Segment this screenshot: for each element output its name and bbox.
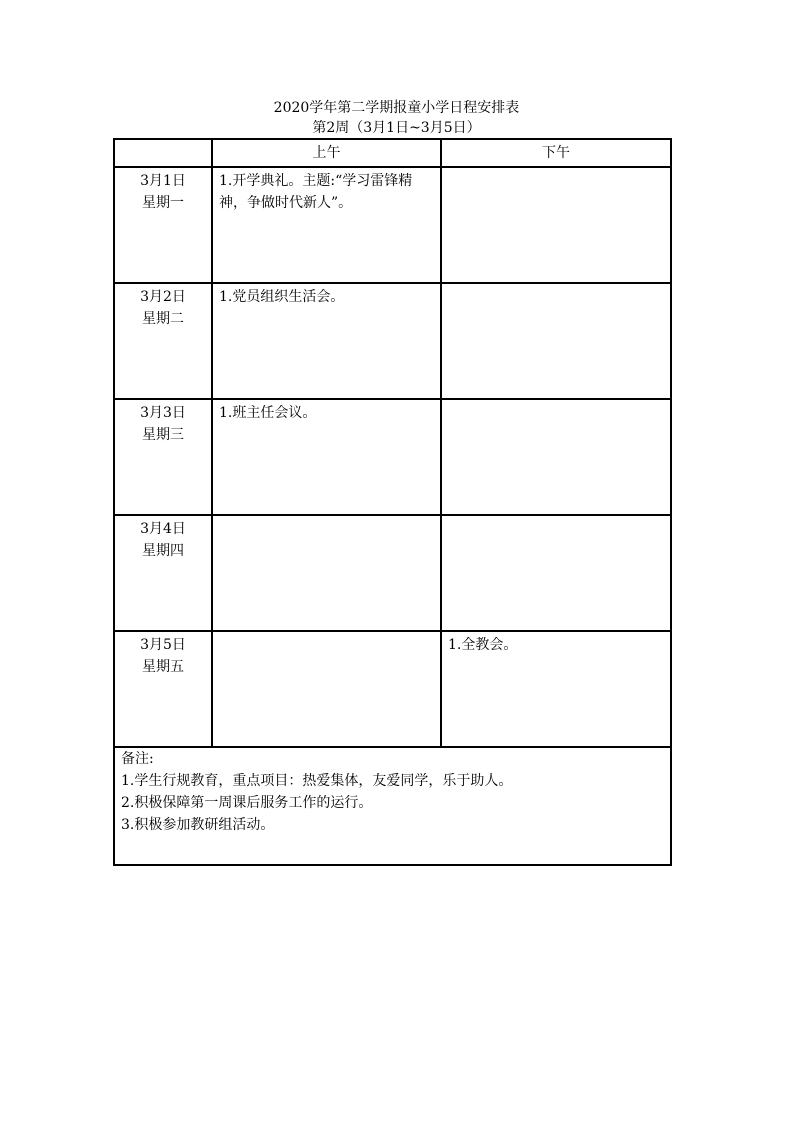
date-label: 3月1日 bbox=[140, 173, 186, 189]
morning-cell bbox=[212, 515, 441, 631]
weekday-label: 星期一 bbox=[142, 195, 184, 211]
day-cell bbox=[114, 399, 212, 515]
afternoon-cell bbox=[441, 399, 671, 515]
table-row bbox=[114, 515, 671, 631]
morning-cell: 1.开学典礼。主题:“学习雷锋精神，争做时代新人”。 bbox=[212, 167, 441, 283]
date-label: 3月5日 bbox=[140, 637, 186, 653]
day-cell bbox=[114, 631, 212, 747]
morning-cell: 1.班主任会议。 bbox=[212, 399, 441, 515]
note-item: 3.积极参加教研组活动。 bbox=[121, 817, 275, 833]
note-item: 1.学生行规教育，重点项目：热爱集体，友爱同学，乐于助人。 bbox=[121, 773, 513, 789]
day-cell bbox=[114, 515, 212, 631]
document-title: 2020学年第二学期报童小学日程安排表 bbox=[273, 100, 520, 116]
date-label: 3月4日 bbox=[140, 521, 186, 537]
date-label: 3月3日 bbox=[140, 405, 186, 421]
afternoon-cell bbox=[441, 515, 671, 631]
table-row bbox=[114, 283, 671, 399]
header-day bbox=[114, 139, 212, 167]
weekday-label: 星期四 bbox=[142, 543, 184, 559]
afternoon-cell: 1.全教会。 bbox=[441, 631, 671, 747]
note-item: 2.积极保障第一周课后服务工作的运行。 bbox=[121, 795, 373, 811]
afternoon-cell bbox=[441, 283, 671, 399]
document-subtitle: 第2周（3月1日~3月5日） bbox=[312, 120, 481, 136]
morning-cell: 1.党员组织生活会。 bbox=[212, 283, 441, 399]
header-afternoon: 下午 bbox=[441, 139, 671, 167]
header-row bbox=[114, 139, 671, 167]
weekday-label: 星期五 bbox=[142, 659, 184, 675]
morning-cell bbox=[212, 631, 441, 747]
weekday-label: 星期三 bbox=[142, 427, 184, 443]
header-morning: 上午 bbox=[212, 139, 441, 167]
table-row bbox=[114, 631, 671, 747]
date-label: 3月2日 bbox=[140, 289, 186, 305]
afternoon-cell bbox=[441, 167, 671, 283]
schedule-table bbox=[113, 138, 672, 866]
notes-row bbox=[114, 747, 671, 865]
table-row bbox=[114, 167, 671, 283]
day-cell bbox=[114, 283, 212, 399]
weekday-label: 星期二 bbox=[142, 311, 184, 327]
notes-cell bbox=[114, 747, 671, 865]
notes-label: 备注: bbox=[121, 751, 154, 767]
table-row bbox=[114, 399, 671, 515]
day-cell bbox=[114, 167, 212, 283]
